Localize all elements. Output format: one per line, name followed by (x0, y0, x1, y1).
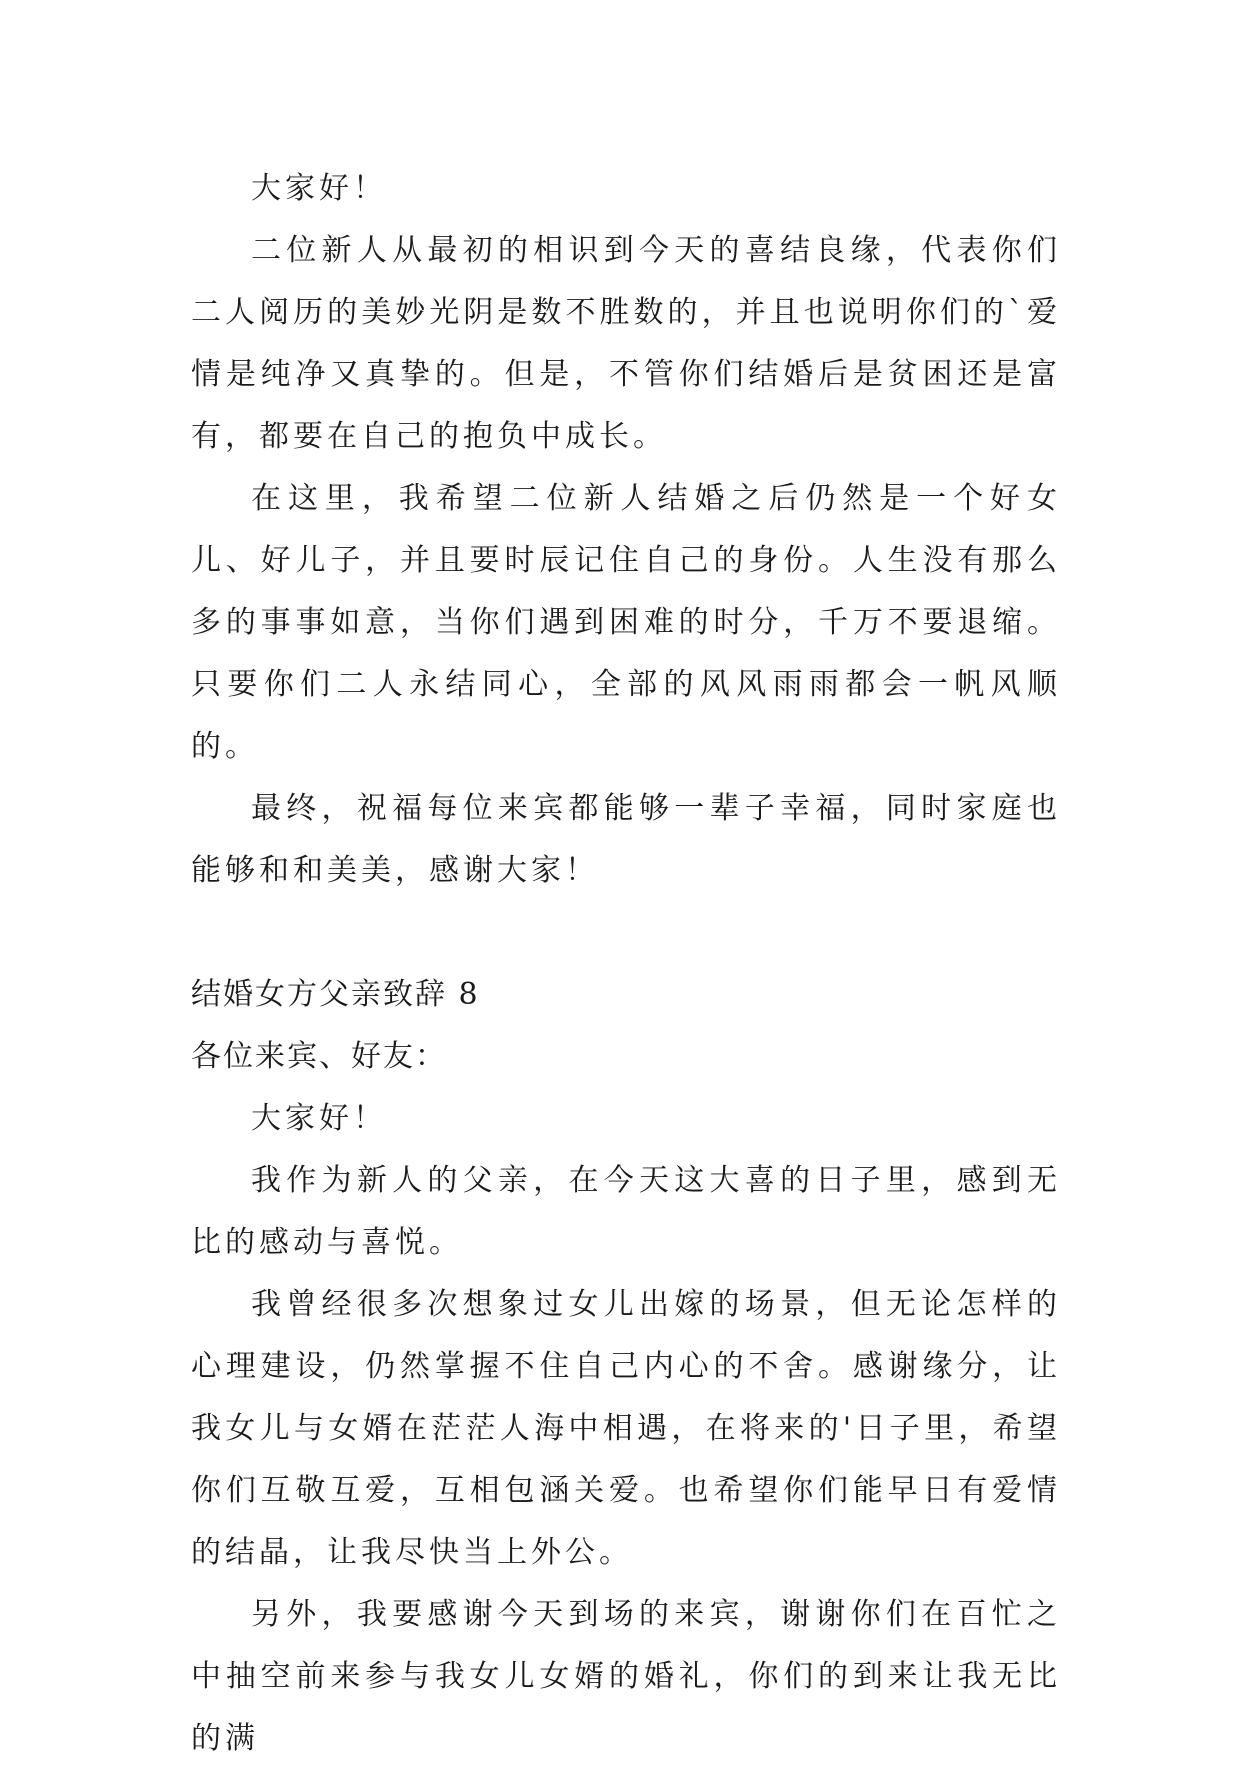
section-title: 结婚女方父亲致辞 8 (191, 977, 480, 1012)
salutation: 各位来宾、好友： (191, 1039, 447, 1074)
paragraph: 在这里，我希望二位新人结婚之后仍然是一个好女儿、好儿子，并且要时辰记住自己的身份。人生没有那么多的事事如意，当你们遇到困难的时分，千万不要退缩。只要你们二人永结同心，全部的风风雨雨都会一帆风顺的。 (191, 481, 1061, 764)
paragraph: 另外，我要感谢今天到场的来宾，谢谢你们在百忙之中抽空前来参与我女儿女婿的婚礼，你们的到来让我无比的满 (191, 1597, 1061, 1756)
paragraph: 我作为新人的父亲，在今天这大喜的日子里，感到无比的感动与喜悦。 (191, 1163, 1061, 1260)
paragraph: 我曾经很多次想象过女儿出嫁的场景，但无论怎样的心理建设，仍然掌握不住自己内心的不舍。感谢缘分，让我女儿与女婿在茫茫人海中相遇，在将来的'日子里，希望你们互敬互爱，互相包涵关爱。也希望你们能早日有爱情的结晶，让我尽快当上外公。 (191, 1287, 1061, 1570)
paragraph: 最终，祝福每位来宾都能够一辈子幸福，同时家庭也能够和和美美，感谢大家！ (191, 791, 1061, 888)
greeting: 大家好！ (251, 171, 387, 206)
paragraph: 二位新人从最初的相识到今天的喜结良缘，代表你们二人阅历的美妙光阴是数不胜数的，并且也说明你们的`爱情是纯净又真挚的。但是，不管你们结婚后是贫困还是富有，都要在自己的抱负中成长。 (191, 233, 1061, 454)
document-body (191, 158, 1061, 1770)
greeting: 大家好！ (251, 1101, 387, 1136)
section-spacer (191, 902, 1061, 964)
